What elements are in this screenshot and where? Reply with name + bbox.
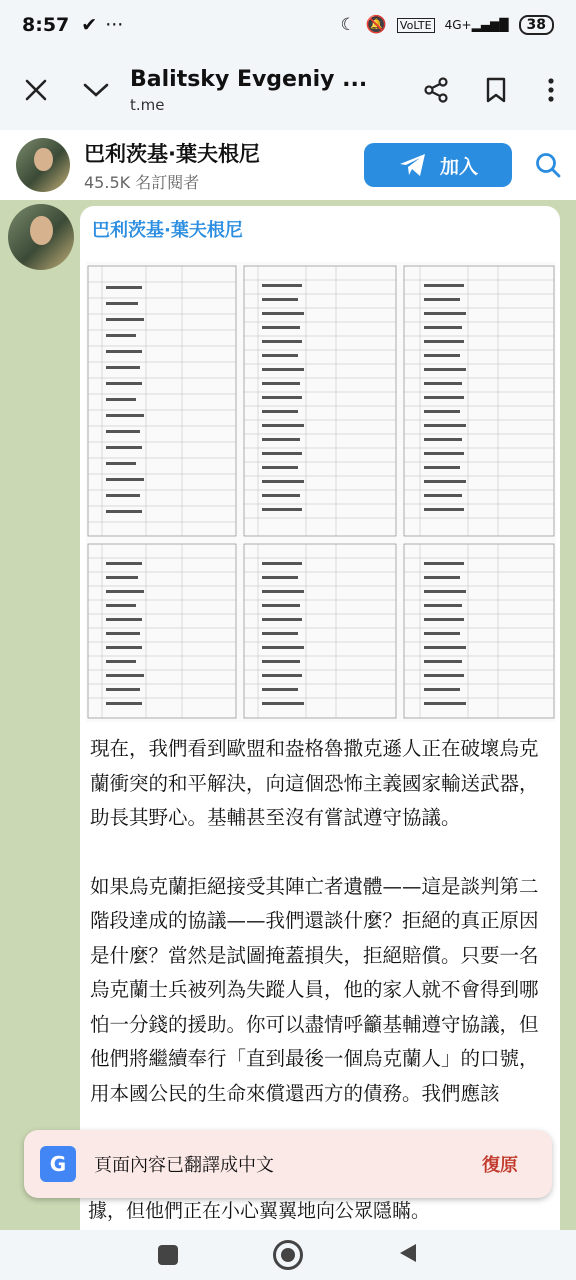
mute-icon: 🔕: [365, 15, 387, 35]
home-button[interactable]: [273, 1240, 303, 1270]
channel-header: [0, 130, 576, 200]
recent-apps-button[interactable]: [158, 1245, 178, 1265]
message-text-cut-line: 據，但他們正在小心翼翼地向公眾隱瞞。: [88, 1200, 431, 1222]
status-bar: [0, 0, 576, 50]
post-author[interactable]: 巴利茨基·葉夫根尼: [92, 220, 243, 241]
telegram-plane-icon: [398, 152, 428, 178]
page-domain: t.me: [130, 95, 165, 114]
google-translate-icon: G: [40, 1146, 76, 1182]
volte-icon: VoLTE: [397, 18, 435, 33]
post-author-avatar[interactable]: [8, 204, 74, 270]
join-label: 加入: [439, 155, 478, 178]
overflow-menu-icon[interactable]: [526, 60, 576, 120]
page-title: Balitsky Evgeniy ...: [130, 66, 368, 92]
search-icon[interactable]: [520, 137, 576, 193]
translate-toast: [24, 1130, 552, 1198]
browser-toolbar: [0, 50, 576, 130]
chevron-down-icon[interactable]: [66, 60, 126, 120]
close-icon[interactable]: [6, 60, 66, 120]
join-button[interactable]: [364, 143, 512, 187]
document-scan-image[interactable]: [86, 262, 556, 722]
signal-icon: 4G+▂▄▆█: [444, 18, 509, 32]
subscriber-count: 45.5K 名訂閱者: [84, 172, 200, 192]
restore-button[interactable]: 復原: [482, 1155, 518, 1176]
page-title-block: [126, 67, 406, 114]
more-notifications-icon: ···: [105, 14, 124, 36]
battery-icon: 38: [519, 15, 554, 35]
bookmark-icon[interactable]: [466, 60, 526, 120]
channel-avatar[interactable]: [16, 138, 70, 192]
status-time: 8:57: [22, 14, 70, 36]
message-bubble[interactable]: [80, 206, 560, 1230]
translate-message: 頁面內容已翻譯成中文: [94, 1155, 274, 1176]
check-icon: ✔: [81, 14, 98, 36]
chat-area[interactable]: [0, 200, 576, 1230]
message-paragraph: 現在，我們看到歐盟和盎格魯撒克遜人正在破壞烏克蘭衝突的和平解決，向這個恐怖主義國家輸送武器，助長其野心。基輔甚至沒有嘗試遵守協議。: [90, 737, 539, 829]
message-paragraph: 如果烏克蘭拒絕接受其陣亡者遺體——這是談判第二階段達成的協議——我們還談什麼？拒絕的真正原因是什麼？當然是試圖掩蓋損失，拒絕賠償。只要一名烏克蘭士兵被列為失蹤人員，他的家人就不會得到哪怕一分錢的援助。你可以盡情呼籲基輔遵守協議，但他們將繼續奉行「直到最後一個烏克蘭人」的口號，用本國公民的生命來償還西方的債務。我們應該: [90, 874, 539, 1105]
channel-name: 巴利茨基·葉夫根尼: [84, 141, 260, 166]
dnd-moon-icon: ☾: [340, 15, 356, 35]
system-nav-bar: [0, 1230, 576, 1280]
back-button[interactable]: [398, 1242, 418, 1268]
share-icon[interactable]: [406, 60, 466, 120]
message-text: [90, 732, 552, 1145]
